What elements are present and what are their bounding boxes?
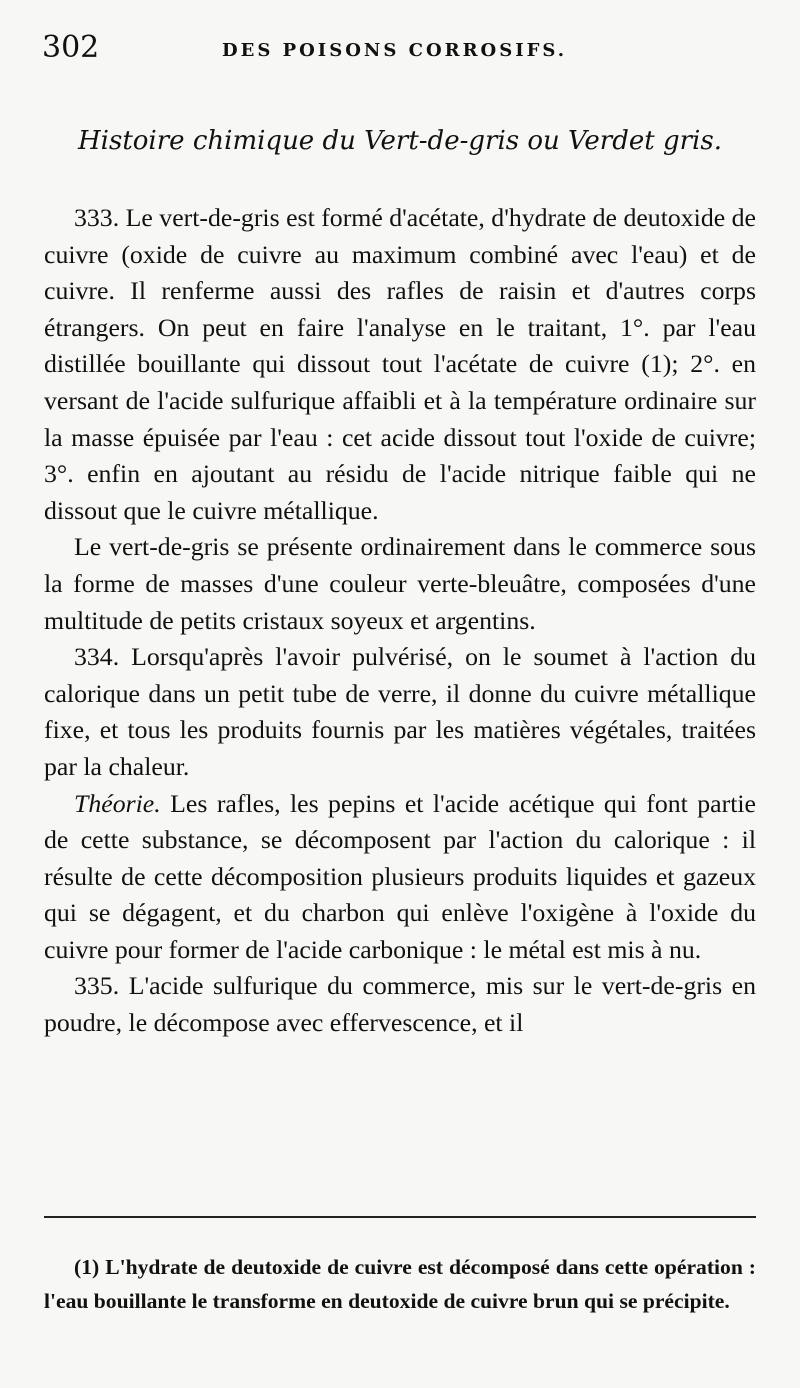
paragraph-text: Le vert-de-gris se présente ordinairement dans le commerce sous la forme de masses d'une couleur verte-bleuâtre, composées d'une multitude de petits cristaux soyeux et argentins.: [44, 532, 756, 635]
page-header: [42, 30, 760, 70]
paragraph-text: L'acide sulfurique du commerce, mis sur le vert-de-gris en poudre, le décompose avec effervescence, et il: [44, 971, 757, 1038]
paragraph-text: Les rafles, les pepins et l'acide acétique qui font partie de cette substance, se décomposent par l'action du calorique : il résulte de cette décomposition plusieurs produits liquides et gazeux qui se dégagent, et du charbon qui enlève l'oxigène à l'oxide du cuivre pour former de l'acide carbonique : le métal est mis à nu.: [44, 788, 756, 964]
paragraph-335: [44, 968, 756, 1041]
footnote-rule: [44, 1216, 756, 1218]
paragraph-text: Lorsqu'après l'avoir pulvérisé, on le soumet à l'action du calorique dans un petit tube de verre, il donne du cuivre métallique fixe, et tous les produits fournis par les matières végétales, traitées par la chaleur.: [44, 642, 756, 781]
paragraph-333: [44, 200, 756, 529]
footnote-text: L'hydrate de deutoxide de cuivre est décomposé dans cette opération : l'eau bouillante le transforme en deutoxide de cuivre brun qui se précipite.: [44, 1255, 756, 1313]
paragraph-commerce: [44, 529, 756, 639]
running-head: DES POISONS CORROSIFS.: [222, 40, 568, 61]
paragraph-text: Le vert-de-gris est formé d'acétate, d'hydrate de deutoxide de cuivre (oxide de cuivre au maximum combiné avec l'eau) et de cuivre. Il renferme aussi des rafles de raisin et d'autres corps étrangers. On peut en faire l'analyse en le traitant, 1°. par l'eau distillée bouillante qui dissout tout l'acétate de cuivre (1); 2°. en versant de l'acide sulfurique affaibli et à la température ordinaire sur la masse épuisée par l'eau : cet acide dissout tout l'oxide de cuivre; 3°. enfin en ajoutant au résidu de l'acide nitrique faible qui ne dissout que le cuivre métallique.: [44, 203, 756, 525]
page-number: 302: [42, 30, 100, 65]
paragraph-number: 334.: [74, 642, 120, 672]
section-title: Histoire chimique du Vert-de-gris ou Verdet gris.: [78, 126, 722, 156]
footnote: [44, 1250, 756, 1318]
paragraph-number: 333.: [74, 203, 120, 232]
body-text: [44, 200, 756, 1042]
paragraph-number: 335.: [74, 971, 120, 1001]
paragraph-334: [44, 639, 756, 785]
paragraph-theorie: [44, 786, 756, 969]
footnote-mark: (1): [74, 1255, 100, 1279]
paragraph-lead: Théorie.: [74, 788, 161, 818]
